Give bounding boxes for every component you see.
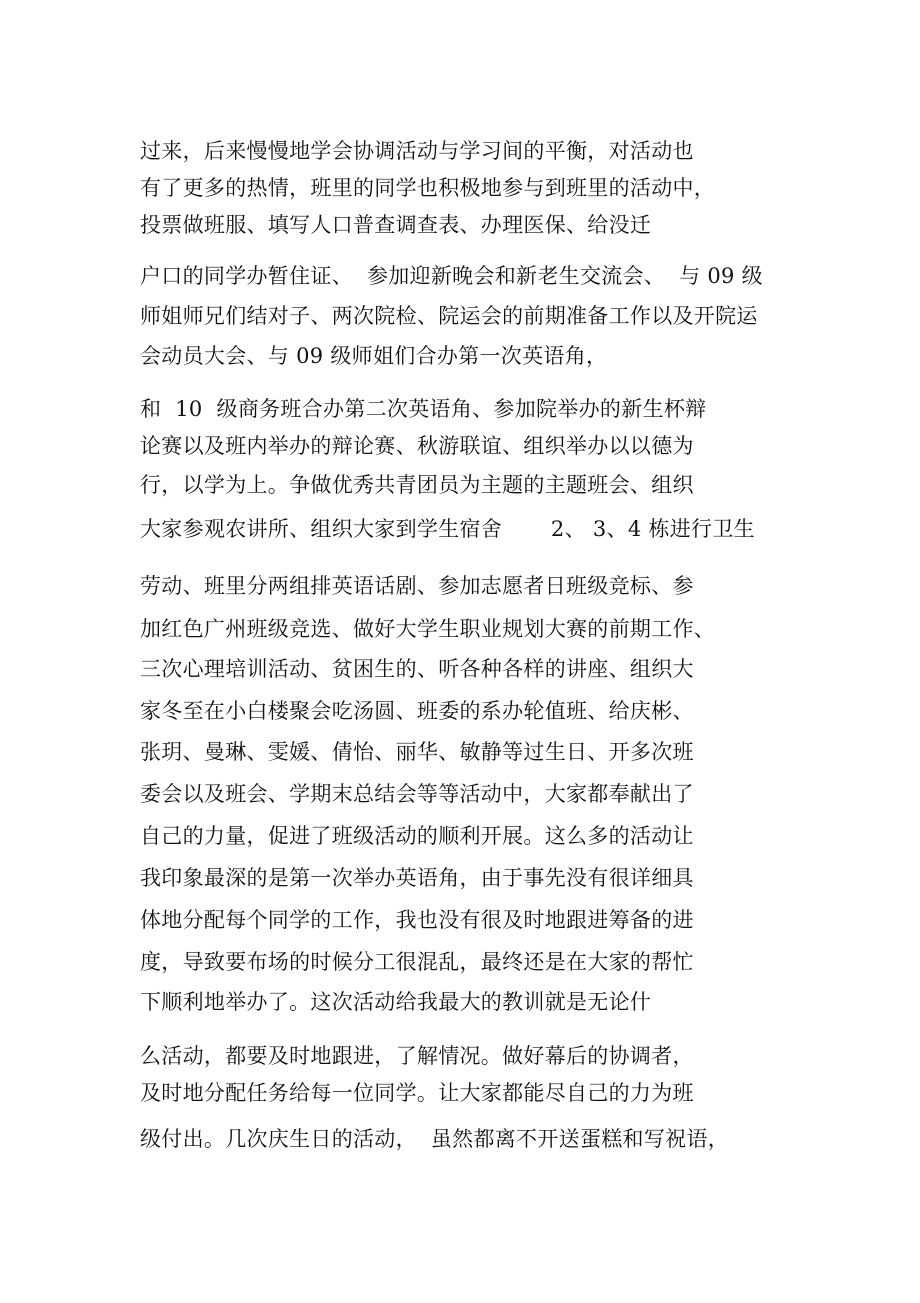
text-line: 户口的同学办暂住证、 参加迎新晚会和新老生交流会、 与 09 级 (140, 264, 763, 288)
text-line: 体地分配每个同学的工作，我也没有很及时地跟进筹备的进 (140, 908, 694, 932)
text-line: 会动员大会、与 09 级师姐们合办第一次英语角， (140, 344, 608, 368)
text-line: 下顺利地举办了。这次活动给我最大的教训就是无论什 (140, 990, 652, 1014)
text-line: 行，以学为上。争做优秀共青团员为主题的主题班会、组织 (140, 473, 694, 497)
text-line: 论赛以及班内举办的辩论赛、秋游联谊、组织举办以以德为 (140, 434, 694, 458)
text-line: 三次心理培训活动、贫困生的、听各种各样的讲座、组织大 (140, 657, 694, 681)
text-line: 我印象最深的是第一次举办英语角，由于事先没有很详细具 (140, 866, 694, 890)
text-line: 和 10 级商务班合办第二次英语角、参加院举办的新生杯辩 (140, 397, 707, 421)
text-line: 张玥、曼琳、雯媛、倩怡、丽华、敏静等过生日、开多次班 (140, 740, 694, 764)
text-line: 自己的力量，促进了班级活动的顺利开展。这么多的活动让 (140, 824, 694, 848)
text-line: 级付出。几次庆生日的活动， 虽然都离不开送蛋糕和写祝语， (140, 1127, 730, 1151)
text-line: 劳动、班里分两组排英语话剧、参加志愿者日班级竞标、参 (140, 574, 694, 598)
text-line: 及时地分配任务给每一位同学。让大家都能尽自己的力为班 (140, 1081, 694, 1105)
text-line: 加红色广州班级竞选、做好大学生职业规划大赛的前期工作、 (140, 617, 716, 641)
text-line: 度，导致要布场的时候分工很混乱，最终还是在大家的帮忙 (140, 950, 694, 974)
text-line: 么活动，都要及时地跟进，了解情况。做好幕后的协调者， (140, 1044, 694, 1068)
text-line: 家冬至在小白楼聚会吃汤圆、班委的系办轮值班、给庆彬、 (140, 699, 694, 723)
text-line: 师姐师兄们结对子、两次院检、院运会的前期准备工作以及开院运 (140, 304, 758, 328)
text-line: 有了更多的热情，班里的同学也积极地参与到班里的活动中， (140, 176, 716, 200)
text-line: 委会以及班会、学期末总结会等等活动中，大家都奉献出了 (140, 782, 694, 806)
text-line: 大家参观农讲所、组织大家到学生宿舍 2、 3、4 栋进行卫生 (140, 517, 755, 541)
text-line: 过来，后来慢慢地学会协调活动与学习间的平衡，对活动也 (140, 139, 694, 163)
text-line: 投票做班服、填写人口普查调查表、办理医保、给没迁 (140, 213, 652, 237)
